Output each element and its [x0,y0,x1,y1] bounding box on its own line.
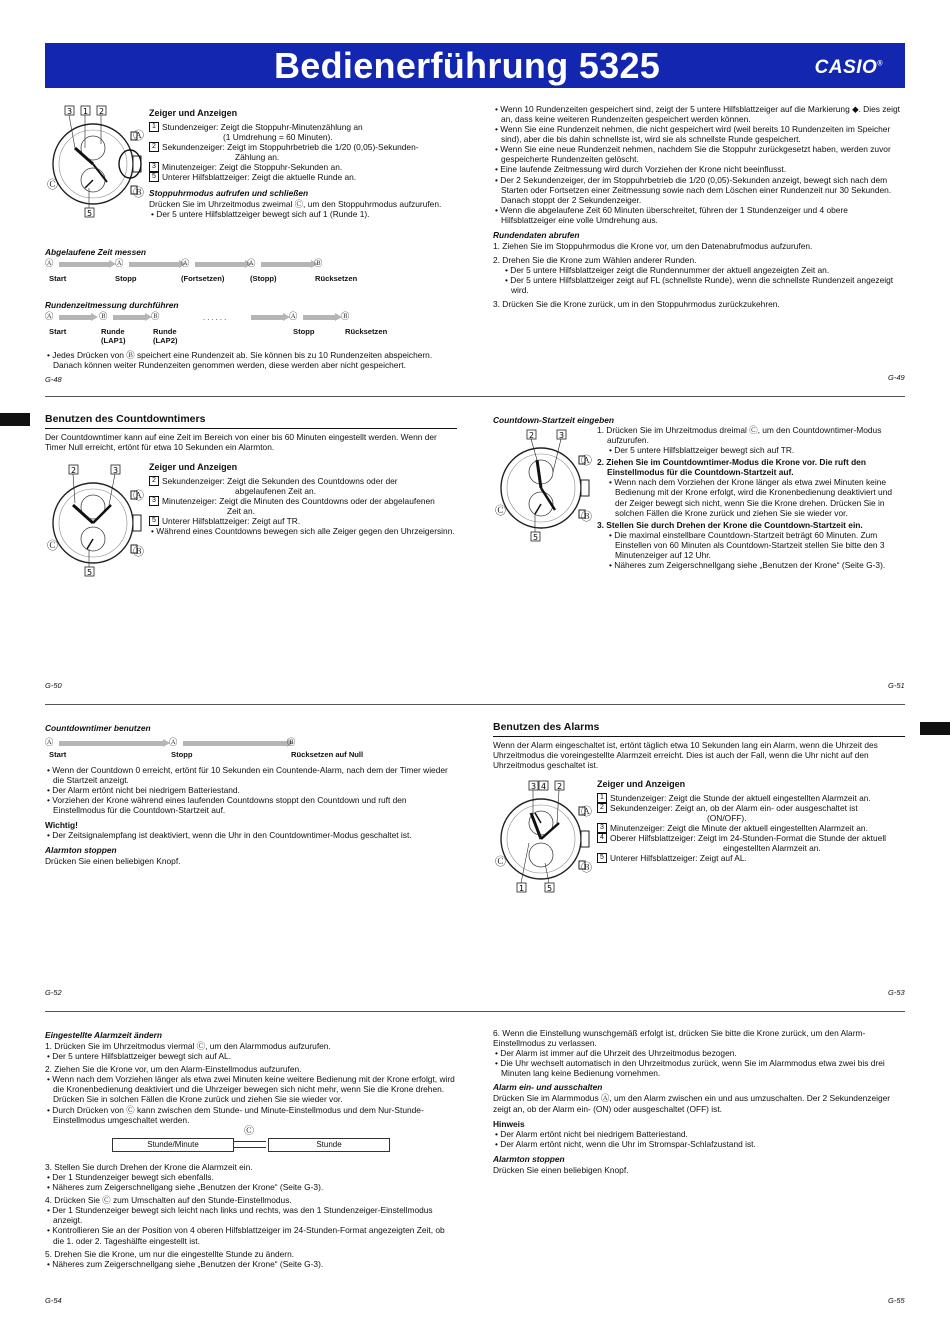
g48-elapsed-title: Abgelaufene Zeit messen [45,247,146,257]
g54-content: Eingestellte Alarmzeit ändern 1. Drücken Sie im Uhrzeitmodus viermal Ⓒ, um den Alarmmodus aufzurufen. • Der 5 untere Hilfsblattzeiger bewegt sich auf AL. 2. Ziehen Sie die Krone vor, um den Alarm-Einstellmodus aufzurufen. • Wenn nach dem Vorziehen länger als etwa zwei Minuten keine weitere Bedienung mit der Krone erfolgt, wird die Kronenbedienung deaktiviert und die Uhrzeiger bewegen sich nicht mehr, wenn Sie die Krone drehen. Drücken Sie in solchen Fällen die Krone zurück und ziehen Sie sie wieder vor. • Durch Drücken von Ⓒ kann zwischen dem Stunde- und Minute-Einstellmodus und dem Nur-Stunde-Einstellmodus umgeschaltet werden. [45,1030,455,1125]
tab-marker [0,413,30,426]
svg-text:Ⓒ: Ⓒ [495,504,506,517]
svg-text:3: 3 [113,466,119,475]
g49-content: • Wenn 10 Rundenzeiten gespeichert sind, zeigt der 5 untere Hilfsblattzeiger auf die Markierung ◆. Dies zeigt an, dass keine weiteren Rundenzeiten gespeichert werden können. • Wenn Sie eine Rundenzeit nehmen, die nicht gespeichert wird (weil bereits 10 Rundenzeiten im Speicher sind), aber die bis dahin schnellste ist, wird sie als schnellste Runde gespeichert. • Wenn Sie eine neue Rundenzeit nehmen, nachdem Sie die Stoppuhr zurückgesetzt haben, werden zuvor gespeicherte Rundenzeiten gelöscht. • Eine laufende Zeitmessung wird durch Vorziehen der Krone nicht beeinflusst. • Der 2 Sekundenzeiger, der im Stoppuhrbetrieb die 1/20 (0,05)-Sekunden anzeigt, bewegt sich nach dem Starten oder Fortsetzen einer Zeitmessung sowie nach dem Löschen einer Rundenzeit nur 30 Sekunden. Danach stoppt der 2 Sekundenzeiger. • Wenn die abgelaufene Zeit 60 Minuten überschreitet, führen der 1 Stundenzeiger und 4 obere Hilfsblattzeiger eine volle Umdrehung aus. Rundendaten abrufen 1. Ziehen Sie im Stoppuhrmodus die Krone vor, um den Datenabrufmodus aufzurufen. 2. Drehen Sie die Krone zum Wählen anderer Runden. • Der 5 untere Hilfsblattzeiger zeigt die Rundennummer der aktuell angezeigten Zeit an. • Der 5 untere Hilfsblattzeiger zeigt auf FL (schnellste Runde), wenn die schnellste Rundenzeit angezeigt wird. 3. Drücken Sie die Krone zurück, um in den Stoppuhrmodus zurückzukehren. [493,104,900,310]
g51-title: Countdown-Startzeit eingeben [493,415,614,425]
svg-text:5: 5 [87,568,93,577]
page-number: G-53 [888,988,905,997]
svg-text:3: 3 [559,431,565,440]
svg-text:2: 2 [99,107,105,116]
watch-diagram-countdown-set [493,428,593,543]
page-number: G-51 [888,681,905,690]
g52-notes: • Wenn der Countdown 0 erreicht, ertönt für 10 Sekunden ein Countende-Alarm, nach dem der Timer wieder die Startzeit anzeigt. • Der Alarm ertönt nicht bei niedrigem Batteriestand. • Vorziehen der Krone während eines laufenden Countdowns stoppt den Countdown und ruft den Einstellmodus für die Countdown-Startzeit auf. Wichtig! • Der Zeitsignalempfang ist deaktiviert, wenn die Uhr in den Countdowntimer-Modus geschaltet ist. Alarmton stoppen Drücken Sie einen beliebigen Knopf. [45,765,448,866]
watch-diagram-alarm [493,779,593,894]
svg-text:Ⓑ: Ⓑ [581,510,592,523]
svg-text:3: 3 [67,107,73,116]
page-number: G-55 [888,1296,905,1305]
g52-title: Countdowntimer benutzen [45,723,151,733]
svg-text:2: 2 [557,782,563,791]
svg-text:5: 5 [547,884,553,893]
svg-text:Ⓑ: Ⓑ [581,861,592,874]
page-number: G-52 [45,988,62,997]
g50-zeiger: Zeiger und Anzeigen 2 Sekundenzeiger: Zeigt die Sekunden des Countdowns oder der abgelaufenen Zeit an. 3 Minutenzeiger: Zeigt die Minuten des Countdowns oder der abgelaufenen Zeit an. 5 Unterer Hilfsblattzeiger: Zeigt auf TR. • Während eines Countdowns bewegen sich alle Zeiger gegen den Uhrzeigersinn. [149,462,455,537]
page-number: G-48 [45,375,62,384]
g54-content-2: 3. Stellen Sie durch Drehen der Krone die Alarmzeit ein. • Der 1 Stundenzeiger bewegt sich ebenfalls. • Näheres zum Zeigerschnellgang siehe „Benutzen der Krone“ (Seite G-3). 4. Drücken Sie Ⓒ zum Umschalten auf den Stunde-Einstellmodus. • Der 1 Stundenzeiger bewegt sich leicht nach links und rechts, was den 1 Stundenzeiger-Einstellmodus anzeigt. • Kontrollieren Sie an der Position von 4 oberen Hilfsblattzeiger im 24-Stunden-Format angezeigten Zeit, ob die 1. oder 2. Tageshälfte eingestellt ist. 5. Drehen Sie die Krone, um nur die eingestellte Stunde zu ändern. • Näheres zum Zeigerschnellgang siehe „Benutzen der Krone“ (Seite G-3). [45,1162,445,1269]
svg-text:1: 1 [519,884,525,893]
svg-text:Ⓒ: Ⓒ [47,539,58,552]
svg-text:Ⓐ: Ⓐ [133,129,144,142]
svg-text:Ⓐ: Ⓐ [581,454,592,467]
g48-notes: • Jedes Drücken von Ⓑ speichert eine Rundenzeit ab. Sie können bis zu 10 Rundenzeiten abspeichern. Danach können weiter Rundenzeiten genommen werden, diese werden aber nicht gespeichert. [47,350,433,371]
mode-toggle-diagram: Stunde/Minute Stunde Ⓒ [112,1126,382,1154]
svg-text:Ⓑ: Ⓑ [133,545,144,558]
g53-header: Benutzen des Alarms Wenn der Alarm eingeschaltet ist, ertönt täglich etwa 10 Sekunden lang ein Alarm, wenn die Uhrzeit des Uhrzeitmodus die voreingestellte Alarmzeit erreicht. Dies ist auch der Fall, wenn die Uhr nicht auf den Uhrzeitmodus geschaltet ist. [493,721,905,770]
page-number: G-50 [45,681,62,690]
split-sequence: Ⓐ Ⓑ Ⓑ . . . . . . Ⓐ Ⓑ Start Runde (LAP1) Runde (LAP2) Stopp Rücksetzen [45,311,388,346]
svg-text:Ⓒ: Ⓒ [495,855,506,868]
svg-text:2: 2 [71,466,77,475]
tab-marker [920,722,950,735]
g55-content: 6. Wenn die Einstellung wunschgemäß erfolgt ist, drücken Sie bitte die Krone zurück, um den Alarm-Einstellmodus zu verlassen. • Der Alarm ist immer auf die Uhrzeit des Uhrzeitmodus bezogen. • Die Uhr wechselt automatisch in den Uhrzeitmodus zurück, wenn Sie im Alarmmodus etwa zwei bis drei Minuten lang keine Bedienung vornehmen. Alarm ein- und ausschalten Drücken Sie im Alarmmodus Ⓐ, um den Alarm zwischen ein und aus umzuschalten. Der 2 Sekundenzeiger zeigt an, ob der Alarm ein- (ON) oder ausgeschaltet (OFF) ist. Hinweis • Der Alarm ertönt nicht bei niedrigem Batteriestand. • Der Alarm ertönt nicht, wenn die Uhr im Stromspar-Schlafzustand ist. Alarmton stoppen Drücken Sie einen beliebigen Knopf. [493,1028,891,1175]
svg-text:1: 1 [83,107,89,116]
page-number: G-49 [888,373,905,382]
svg-text:Ⓐ: Ⓐ [133,489,144,502]
casio-logo: CASIO® [814,57,883,78]
page-title: Bedienerführung 5325 [274,45,661,86]
svg-text:Ⓐ: Ⓐ [581,805,592,818]
header-banner [45,43,905,88]
svg-text:Ⓑ: Ⓑ [133,186,144,199]
svg-text:5: 5 [533,533,539,542]
g48-split-title: Rundenzeitmessung durchführen [45,300,179,310]
g48-zeiger: Zeiger und Anzeigen 1 Stundenzeiger: Zeigt die Stoppuhr-Minutenzählung an (1 Umdrehung = 60 Minuten). 2 Sekundenzeiger: Zeigt im Stoppuhrbetrieb die 1/20 (0,05)-Sekunden- Zählung an. 3 Minutenzeiger: Zeigt die Stoppuhr-Sekunden an. 5 Unterer Hilfsblattzeiger: Zeigt die aktuelle Runde an. Stoppuhrmodus aufrufen und schließen Drücken Sie im Uhrzeitmodus zweimal Ⓒ, um den Stoppuhrmodus aufzurufen. • Der 5 untere Hilfsblattzeiger bewegt sich auf 1 (Runde 1). [149,108,442,220]
g50-header: Benutzen des Countdowntimers Der Countdowntimer kann auf eine Zeit im Bereich von einer bis 60 Minuten eingestellt werden. Wenn der Timer Null erreicht, ertönt für etwa 10 Sekunden ein Alarmton. [45,413,457,452]
svg-text:4: 4 [541,782,547,791]
svg-text:2: 2 [529,431,535,440]
watch-diagram-countdown [45,463,145,578]
g51-steps: 1. Drücken Sie im Uhrzeitmodus dreimal Ⓒ, um den Countdowntimer-Modus aufzurufen. • Der 5 untere Hilfsblattzeiger bewegt sich auf TR. 2. Ziehen Sie im Countdowntimer-Modus die Krone vor. Die ruft den Einstellmodus für die Countdown-Startzeit auf. • Wenn nach dem Vorziehen der Krone länger als etwa zwei Minuten keine Bedienung mit der Krone erfolgt, wird die Kronenbedienung deaktiviert und der Zeiger bewegt sich nicht, wenn Sie die Krone drehen. Drücken Sie in solchen Fällen die Krone zurück und ziehen Sie sie wieder vor. 3. Stellen Sie durch Drehen der Krone die Countdown-Startzeit ein. • Die maximal einstellbare Countdown-Startzeit beträgt 60 Minuten. Zum Einstellen von 60 Minuten als Countdown-Startzeit stellen Sie bitte den 3 Minutenzeiger auf 12 Uhr. • Näheres zum Zeigerschnellgang siehe „Benutzen der Krone“ (Seite G-3). [597,425,893,571]
svg-text:Ⓒ: Ⓒ [47,178,58,191]
g53-zeiger: Zeiger und Anzeigen 1 Stundenzeiger: Zeigt die Stunde der aktuell eingestellten Alarmzeit an. 2 Sekundenzeiger: Zeigt an, ob der Alarm ein- oder ausgeschaltet ist (ON/OFF). 3 Minutenzeiger: Zeigt die Minute der aktuell eingestellten Alarmzeit an. 4 Oberer Hilfsblattzeiger: Zeigt im 24-Stunden-Format die Stunde der aktuell eingestellten Alarmzeit an. 5 Unterer Hilfsblattzeiger: Zeigt auf AL. [597,779,887,864]
svg-text:3: 3 [531,782,537,791]
countdown-sequence: Ⓐ Ⓐ Ⓑ Start Stopp Rücksetzen auf Null [45,737,364,759]
elapsed-sequence: Ⓐ Ⓐ Ⓐ Ⓐ Ⓑ Start Stopp (Fortsetzen) (Stopp) Rücksetzen [45,258,358,283]
watch-diagram-stopwatch [45,104,145,219]
svg-text:5: 5 [87,209,93,218]
page-number: G-54 [45,1296,62,1305]
